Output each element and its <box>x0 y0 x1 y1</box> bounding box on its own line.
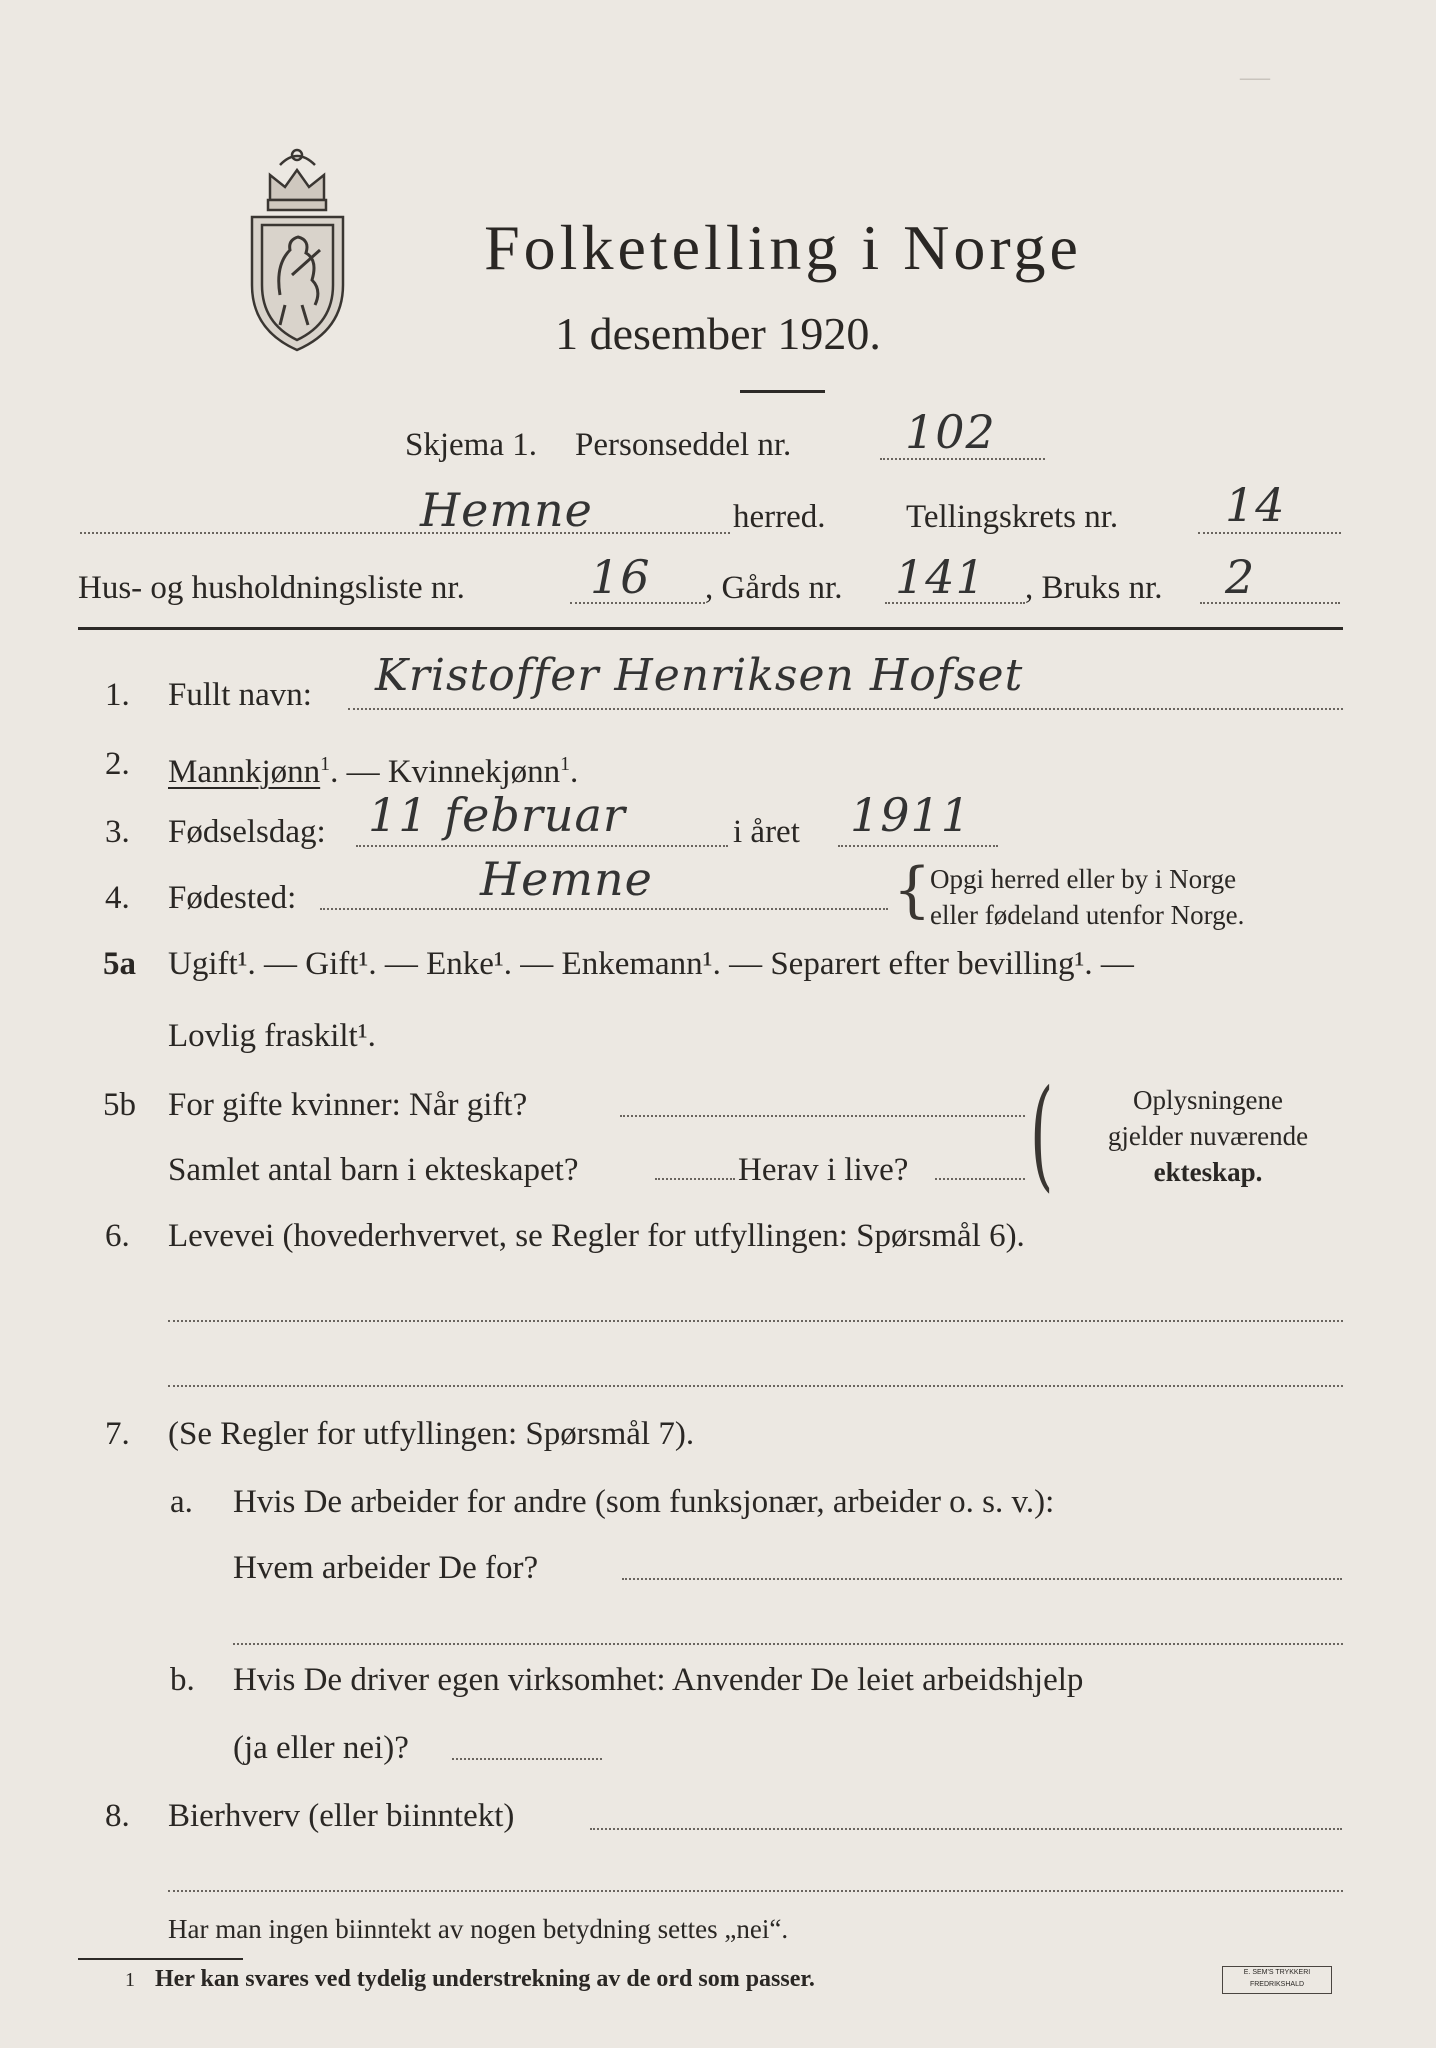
q4-birthplace: Hemne <box>480 852 653 906</box>
page-title: Folketelling i Norge <box>484 212 1082 283</box>
herred-field-line <box>80 532 730 534</box>
q2-end: . <box>570 754 579 790</box>
footnote-text: Her kan svares ved tydelig understrekning av de ord som passer. <box>155 1966 815 1992</box>
bruks-value: 2 <box>1225 550 1256 604</box>
q4-number: 4. <box>105 880 130 916</box>
q3-date-field-line <box>356 845 728 847</box>
q3-label: Fødselsdag: <box>168 814 326 850</box>
q5a-line1: Ugift¹. — Gift¹. — Enke¹. — Enkemann¹. — Separert efter bevilling¹. — <box>168 946 1134 982</box>
q3-birth-year: 1911 <box>850 788 972 842</box>
q3-birthday: 11 februar <box>368 788 626 842</box>
q6-field-line-1 <box>168 1320 1343 1322</box>
q4-note-line2: eller fødeland utenfor Norge. <box>930 900 1245 930</box>
bleed-through: — <box>1240 60 1270 93</box>
q3-year-field-line <box>838 845 998 847</box>
q5b-alive-field-line <box>935 1178 1025 1180</box>
q1-full-name: Kristoffer Henriksen Hofset <box>375 650 1024 701</box>
q2-option-male: Mannkjønn <box>168 754 321 790</box>
q6-label: Levevei (hovederhvervet, se Regler for utfyllingen: Spørsmål 6). <box>168 1218 1025 1254</box>
q7b-letter: b. <box>170 1662 195 1698</box>
q7a-field-line-2 <box>233 1643 1343 1645</box>
q5b-note-line2: gjelder nuværende <box>1107 1121 1309 1151</box>
q2-gender-options: Mannkjønn$^1$. — Kvinnekjønn$^1$. <box>168 753 579 790</box>
q7a-sub: Hvem arbeider De for? <box>233 1550 539 1586</box>
q7b-sub: (ja eller nei)? <box>233 1730 409 1766</box>
q1-label: Fullt navn: <box>168 677 312 713</box>
q1-number: 1. <box>105 677 130 713</box>
tellingskrets-label: Tellingskrets nr. <box>906 499 1119 535</box>
personseddel-number: 102 <box>905 405 996 459</box>
q5b-married-field-line <box>620 1115 1025 1117</box>
q5b-label-children: Samlet antal barn i ekteskapet? <box>168 1152 579 1188</box>
header-rule <box>78 627 1343 630</box>
footnote-mark: 1 <box>125 1969 135 1991</box>
q7a-field-line-1 <box>622 1578 1342 1580</box>
bruks-field-line <box>1200 602 1340 604</box>
q7b-text: Hvis De driver egen virksomhet: Anvender De leiet arbeidshjelp <box>233 1662 1084 1698</box>
printer-stamp: E. SEM'S TRYKKERI FREDRIKSHALD <box>1222 1966 1332 1994</box>
schema-label: Skjema 1. <box>405 427 537 463</box>
q5a-line2: Lovlig fraskilt¹. <box>168 1018 376 1054</box>
personseddel-label: Personseddel nr. <box>575 427 792 463</box>
herred-label: herred. <box>733 499 826 535</box>
q7a-letter: a. <box>170 1484 193 1520</box>
q2-separator: . — <box>330 754 380 790</box>
q5b-number: 5b <box>103 1087 136 1123</box>
q3-year-label: i året <box>733 814 800 850</box>
herred-value: Hemne <box>420 483 593 537</box>
q7b-field-line <box>452 1758 602 1760</box>
gards-value: 141 <box>895 550 986 604</box>
q7a-text: Hvis De arbeider for andre (som funksjonær, arbeider o. s. v.): <box>233 1484 1055 1520</box>
form-title-block <box>0 210 1436 286</box>
q1-field-line <box>348 708 1343 710</box>
q5b-children-field-line <box>655 1178 735 1180</box>
tellingskrets-value: 14 <box>1225 478 1286 532</box>
q4-field-line <box>320 908 888 910</box>
tellingskrets-field-line <box>1198 532 1341 534</box>
q5b-label-alive: Herav i live? <box>738 1152 909 1188</box>
q4-note-line1: Opgi herred eller by i Norge <box>930 864 1237 894</box>
footnote-rule <box>78 1958 243 1960</box>
q5a-number: 5a <box>103 946 136 982</box>
q4-brace: { <box>893 855 932 925</box>
q5b-note-line1: Oplysningene <box>1133 1085 1283 1115</box>
q8-number: 8. <box>105 1798 130 1834</box>
q7-label: (Se Regler for utfyllingen: Spørsmål 7). <box>168 1416 695 1452</box>
q6-field-line-2 <box>168 1385 1343 1387</box>
census-date: 1 desember 1920. <box>555 308 881 359</box>
q5b-note-line3: ekteskap. <box>1153 1157 1263 1187</box>
q7-number: 7. <box>105 1416 130 1452</box>
hus-value: 16 <box>590 550 651 604</box>
q8-field-line-2 <box>168 1890 1343 1892</box>
q3-number: 3. <box>105 814 130 850</box>
footer-note: Har man ingen biinntekt av nogen betydning settes „nei“. <box>168 1914 789 1944</box>
bruks-label: , Bruks nr. <box>1025 570 1163 606</box>
q6-number: 6. <box>105 1218 130 1254</box>
q2-number: 2. <box>105 746 130 782</box>
q4-label: Fødested: <box>168 880 297 916</box>
q5b-brace: ( <box>1030 1065 1054 1204</box>
q2-option-female: Kvinnekjønn <box>387 754 561 790</box>
q5b-label-when-married: For gifte kvinner: Når gift? <box>168 1087 528 1123</box>
q8-field-line-1 <box>590 1828 1342 1830</box>
title-divider <box>740 390 825 393</box>
q8-label: Bierhverv (eller biinntekt) <box>168 1798 515 1834</box>
gards-label: , Gårds nr. <box>705 570 843 606</box>
hus-label: Hus- og husholdningsliste nr. <box>78 570 465 606</box>
